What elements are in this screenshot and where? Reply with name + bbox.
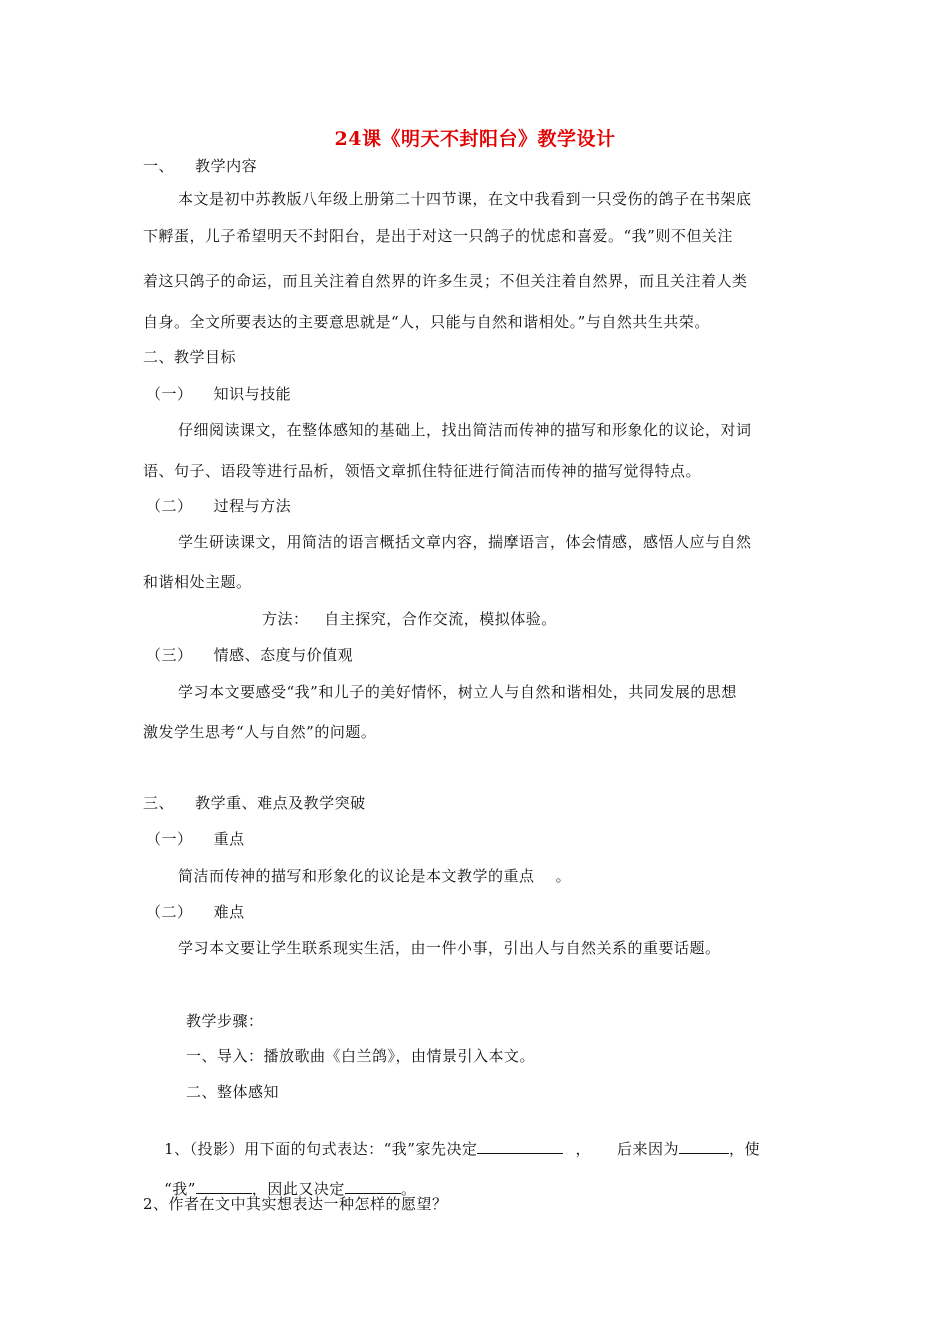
fill-blank [196,1178,252,1194]
question-2: 2、作者在文中其实想表达一种怎样的愿望？ [143,1195,448,1213]
method-line: 方法： 自主探究，合作交流，模拟体验。 [262,610,557,628]
paragraph-line: 自身。全文所要表达的主要意思就是“人，只能与自然和谐相处。”与自然共生共荣。 [143,313,710,331]
subheading-process: （二） 过程与方法 [146,497,292,515]
paragraph-line: 简洁而传神的描写和形象化的议论是本文教学的重点 。 [178,867,572,885]
question-text: 1、（投影）用下面的句式表达：“我”家先决定 [164,1140,478,1158]
document-title: 24课《明天不封阳台》教学设计 [334,128,616,150]
question-text: “我” [164,1180,196,1198]
paragraph-line: 学习本文要感受“我”和儿子的美好情怀，树立人与自然和谐相处，共同发展的思想 [178,683,737,701]
paragraph-line: 仔细阅读课文，在整体感知的基础上，找出简洁而传神的描写和形象化的议论，对词 [178,421,752,439]
step-overview: 二、整体感知 [186,1083,280,1101]
section-heading-key-points: 三、 教学重、难点及教学突破 [143,794,366,812]
paragraph-line: 下孵蛋，儿子希望明天不封阳台，是出于对这一只鸽子的忧虑和喜爱。“我”则不但关注 [143,227,733,245]
question-text: ，使 [729,1140,761,1158]
question-text: 。 [400,1180,417,1198]
section-heading-content: 一、 教学内容 [143,157,258,175]
paragraph-line: 语、句子、语段等进行品析，领悟文章抓住特征进行简洁而传神的描写觉得特点。 [143,462,702,480]
paragraph-line: 着这只鸽子的命运，而且关注着自然界的许多生灵；不但关注着自然界，而且关注着人类 [143,272,748,290]
subheading-difficulty: （二） 难点 [146,903,245,921]
question-text: ， [575,1140,591,1158]
fill-blank [345,1178,401,1194]
paragraph-line: 本文是初中苏教版八年级上册第二十四节课，在文中我看到一只受伤的鸽子在书架底 [178,190,752,208]
question-text: ，因此又决定 [251,1180,345,1198]
fill-blank [477,1138,563,1154]
step-intro: 一、导入：播放歌曲《白兰鸽》，由情景引入本文。 [186,1047,536,1065]
section-heading-goals: 二、教学目标 [143,348,237,366]
subheading-emotion: （三） 情感、态度与价值观 [146,646,354,664]
paragraph-line: 和谐相处主题。 [143,573,252,591]
subheading-knowledge: （一） 知识与技能 [146,385,292,403]
paragraph-line: 学习本文要让学生联系现实生活，由一件小事，引出人与自然关系的重要话题。 [178,939,721,957]
steps-heading: 教学步骤： [186,1012,264,1030]
paragraph-line: 激发学生思考“人与自然”的问题。 [143,723,377,741]
question-text: 后来因为 [616,1140,679,1158]
paragraph-line: 学生研读课文，用简洁的语言概括文章内容，揣摩语言，体会情感，感悟人应与自然 [178,533,752,551]
subheading-focus: （一） 重点 [146,830,245,848]
fill-blank [679,1138,729,1154]
